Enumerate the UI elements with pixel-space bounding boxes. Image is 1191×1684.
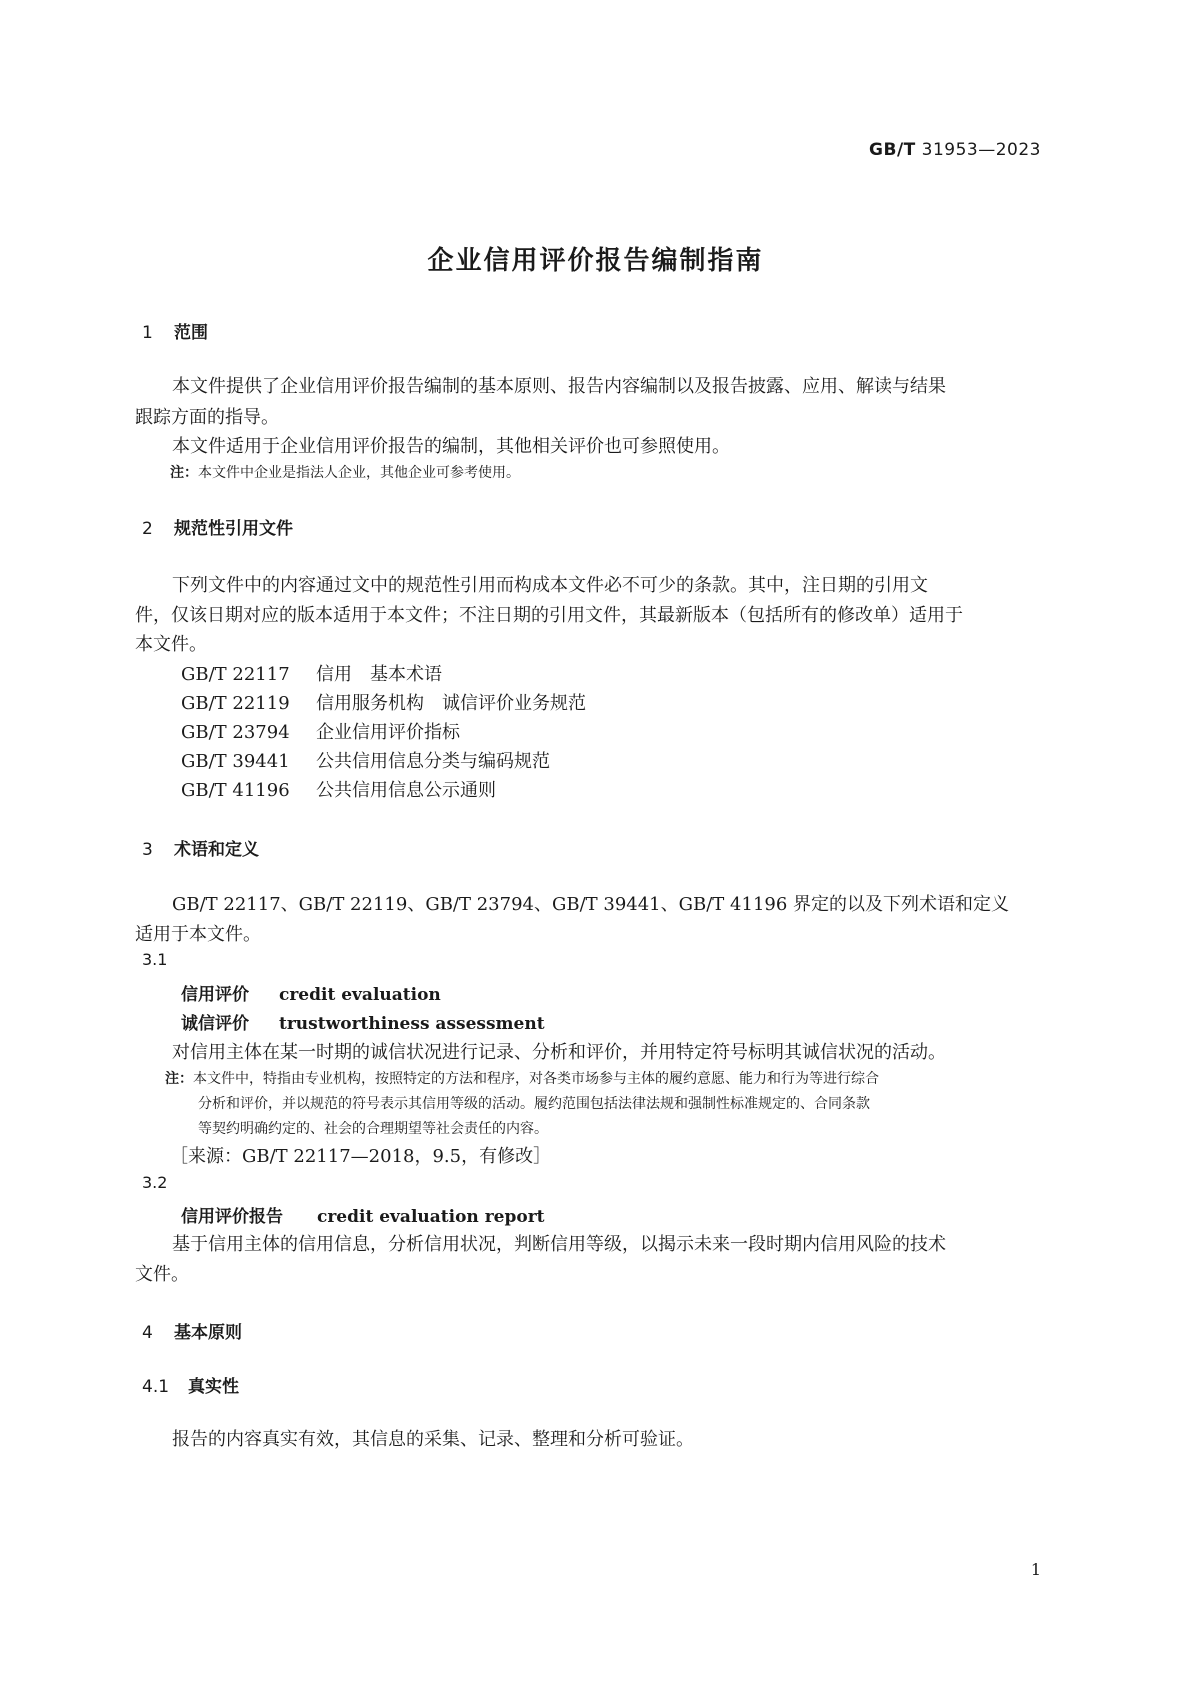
note-label: 注： [170, 465, 198, 481]
reference-item [181, 718, 460, 744]
note-label: 注： [165, 1071, 193, 1087]
section-title: 范围 [174, 323, 208, 343]
section-3-heading [142, 835, 259, 860]
section-2-para-line3: 本文件。 [135, 634, 207, 655]
definition-3-1: 对信用主体在某一时期的诚信状况进行记录、分析和评价，并用特定符号标明其诚信状况的活动。 [172, 1042, 946, 1063]
definition-3-2-line2: 文件。 [135, 1264, 189, 1285]
term-zh: 诚信评价 [181, 1014, 249, 1034]
section-title: 真实性 [188, 1377, 239, 1397]
section-number: 4 [142, 1323, 153, 1343]
term-zh: 信用评价报告 [181, 1207, 283, 1227]
section-number: 4.1 [142, 1377, 170, 1397]
source-3-1: ［来源：GB/T 22117—2018，9.5，有修改］ [170, 1146, 552, 1167]
section-2-para-line2: 件，仅该日期对应的版本适用于本文件；不注日期的引用文件，其最新版本（包括所有的修改单）适用于 [135, 605, 963, 626]
section-1-para2: 本文件适用于企业信用评价报告的编制，其他相关评价也可参照使用。 [172, 436, 730, 457]
section-2-para-line1: 下列文件中的内容通过文中的规范性引用而构成本文件必不可少的条款。其中，注日期的引用文 [172, 575, 928, 596]
term-en: credit evaluation report [317, 1207, 545, 1227]
note-3-1-line1 [165, 1068, 879, 1088]
reference-item [181, 689, 586, 715]
section-title: 术语和定义 [174, 840, 259, 860]
reference-code: GB/T 22119 [181, 693, 290, 714]
section-4-heading [142, 1318, 242, 1343]
section-number: 3 [142, 840, 153, 860]
section-title: 规范性引用文件 [174, 519, 293, 539]
section-1-heading [142, 318, 208, 343]
page-number: 1 [1030, 1560, 1041, 1579]
section-4-1-heading [142, 1372, 239, 1397]
document-title: 企业信用评价报告编制指南 [427, 246, 764, 276]
note-text: 本文件中，特指由专业机构，按照特定的方法和程序，对各类市场参与主体的履约意愿、能力和行为等进行综合 [193, 1071, 879, 1087]
term-credit-evaluation-report [181, 1202, 545, 1227]
standard-code: 31953—2023 [921, 140, 1041, 160]
reference-item [181, 747, 550, 773]
section-1-para1-line1: 本文件提供了企业信用评价报告编制的基本原则、报告内容编制以及报告披露、应用、解读与结果 [172, 376, 946, 397]
section-1-para1-line2: 跟踪方面的指导。 [135, 407, 279, 428]
section-4-1-text: 报告的内容真实有效，其信息的采集、记录、整理和分析可验证。 [172, 1429, 694, 1450]
reference-name: 公共信用信息分类与编码规范 [316, 751, 550, 772]
section-1-note [170, 462, 520, 482]
reference-item [181, 776, 496, 802]
reference-code: GB/T 23794 [181, 722, 290, 743]
note-3-1-line2: 分析和评价，并以规范的符号表示其信用等级的活动。履约范围包括法律法规和强制性标准规定的、合同条款 [198, 1096, 870, 1112]
term-zh: 信用评价 [181, 985, 249, 1005]
reference-code: GB/T 22117 [181, 664, 290, 685]
section-number: 2 [142, 519, 153, 539]
term-credit-evaluation [181, 980, 441, 1005]
section-3-intro-line1: GB/T 22117、GB/T 22119、GB/T 23794、GB/T 39441、GB/T 41196 界定的以及下列术语和定义 [172, 894, 1010, 915]
note-3-1-line3: 等契约明确约定的、社会的合理期望等社会责任的内容。 [198, 1121, 548, 1137]
standard-number [869, 140, 1041, 160]
reference-item [181, 660, 442, 686]
note-text: 本文件中企业是指法人企业，其他企业可参考使用。 [198, 465, 520, 481]
reference-name: 公共信用信息公示通则 [316, 780, 496, 801]
term-en: credit evaluation [279, 985, 441, 1005]
reference-name: 信用服务机构 诚信评价业务规范 [316, 693, 586, 714]
standard-prefix: GB/T [869, 140, 916, 160]
clause-3-1-number: 3.1 [142, 950, 168, 969]
reference-name: 信用 基本术语 [316, 664, 442, 685]
term-en: trustworthiness assessment [279, 1014, 545, 1034]
section-2-heading [142, 514, 293, 539]
definition-3-2-line1: 基于信用主体的信用信息，分析信用状况，判断信用等级，以揭示未来一段时期内信用风险的技术 [172, 1234, 946, 1255]
reference-code: GB/T 41196 [181, 780, 290, 801]
section-number: 1 [142, 323, 153, 343]
section-3-intro-line2: 适用于本文件。 [135, 924, 261, 945]
term-trustworthiness-assessment [181, 1009, 545, 1034]
reference-code: GB/T 39441 [181, 751, 290, 772]
reference-name: 企业信用评价指标 [316, 722, 460, 743]
clause-3-2-number: 3.2 [142, 1173, 168, 1192]
section-title: 基本原则 [174, 1323, 242, 1343]
